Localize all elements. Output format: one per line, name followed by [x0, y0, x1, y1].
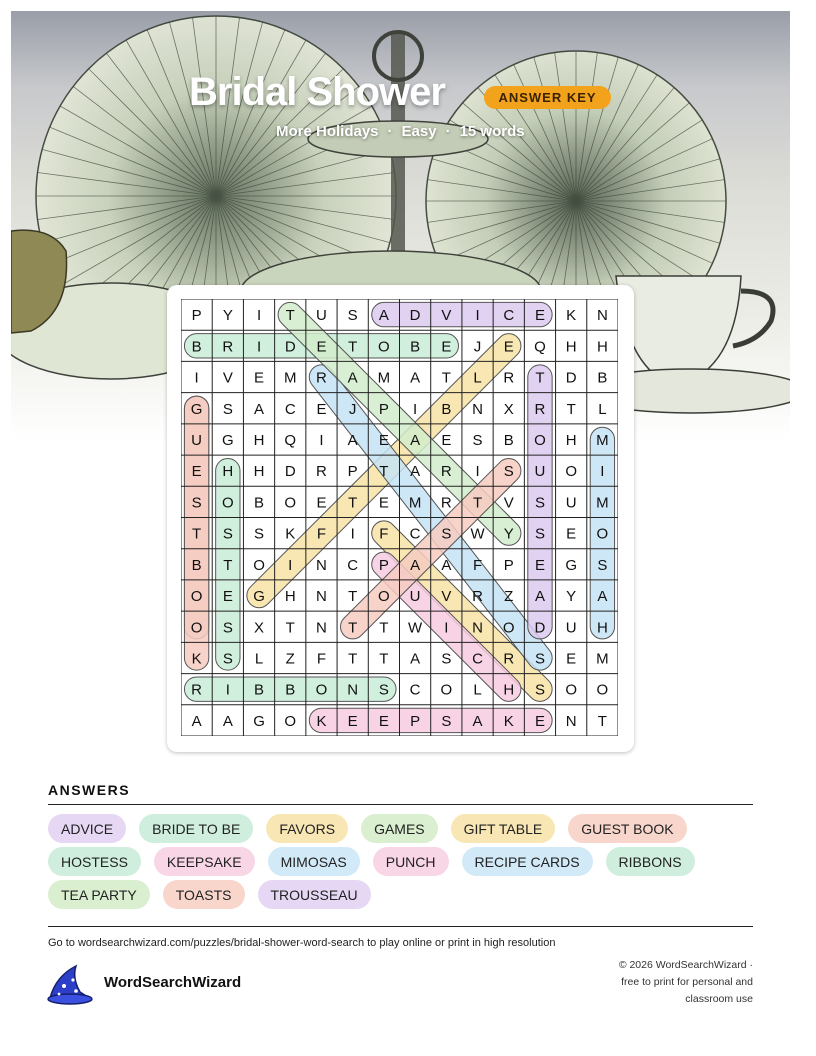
- grid-letter[interactable]: T: [379, 650, 389, 668]
- grid-letter[interactable]: T: [379, 463, 389, 481]
- grid-letter[interactable]: O: [253, 556, 265, 574]
- grid-letter[interactable]: H: [503, 681, 515, 699]
- footer-link[interactable]: Go to wordsearchwizard.com/puzzles/bridal-shower-word-search to play online or print in high resolution: [48, 937, 556, 949]
- grid-letter[interactable]: T: [566, 400, 576, 418]
- grid-letter[interactable]: I: [288, 556, 293, 574]
- grid-letter[interactable]: S: [534, 650, 545, 668]
- grid-letter[interactable]: S: [597, 556, 608, 574]
- grid-letter[interactable]: R: [316, 369, 327, 387]
- grid-letter[interactable]: K: [285, 525, 296, 543]
- grid-letter[interactable]: O: [315, 681, 328, 699]
- grid-letter[interactable]: R: [534, 400, 546, 418]
- answer-chip: GIFT TABLE: [451, 814, 556, 843]
- grid-letter[interactable]: Z: [285, 650, 295, 668]
- grid-letter[interactable]: V: [222, 369, 233, 387]
- grid-letter[interactable]: E: [378, 712, 389, 730]
- grid-letter[interactable]: A: [378, 307, 389, 325]
- grid-letter[interactable]: I: [256, 338, 262, 356]
- grid-letter[interactable]: M: [408, 494, 422, 512]
- grid-letter[interactable]: A: [534, 588, 545, 606]
- grid-letter[interactable]: N: [347, 681, 359, 699]
- grid-letter[interactable]: D: [409, 307, 421, 325]
- grid-letter[interactable]: A: [472, 712, 483, 730]
- grid-letter[interactable]: I: [319, 431, 324, 449]
- grid-letter[interactable]: A: [347, 369, 358, 387]
- grid-letter[interactable]: T: [285, 307, 295, 325]
- grid-letter[interactable]: A: [441, 556, 452, 574]
- grid-letter[interactable]: Y: [503, 525, 514, 543]
- grid-letter[interactable]: K: [566, 307, 577, 325]
- grid-letter[interactable]: H: [284, 588, 296, 606]
- grid-letter[interactable]: S: [441, 650, 452, 668]
- answer-list: [48, 814, 768, 909]
- grid-letter[interactable]: U: [316, 307, 327, 325]
- grid-letter[interactable]: E: [316, 338, 327, 356]
- grid-letter[interactable]: G: [190, 400, 203, 418]
- grid-letter[interactable]: R: [503, 650, 515, 668]
- grid-letter[interactable]: O: [440, 681, 453, 699]
- difficulty-label: Easy: [401, 123, 437, 140]
- grid-letter[interactable]: P: [378, 400, 389, 418]
- grid-letter[interactable]: T: [597, 712, 607, 730]
- grid-letter[interactable]: S: [503, 463, 514, 481]
- grid-letter[interactable]: S: [534, 525, 545, 543]
- answer-chip: TOASTS: [163, 880, 245, 909]
- grid-letter[interactable]: O: [221, 494, 234, 512]
- grid-letter[interactable]: O: [378, 588, 390, 606]
- grid-letter[interactable]: S: [441, 712, 452, 730]
- grid-letter[interactable]: T: [348, 338, 358, 356]
- grid-letter[interactable]: H: [596, 619, 608, 637]
- grid-letter[interactable]: S: [472, 431, 483, 449]
- answer-chip: TROUSSEAU: [258, 880, 371, 909]
- separator: ·: [387, 123, 393, 140]
- grid-letter[interactable]: M: [596, 431, 609, 449]
- grid-letter[interactable]: E: [441, 431, 452, 449]
- grid-letter[interactable]: B: [254, 681, 265, 699]
- grid-letter[interactable]: E: [378, 494, 389, 512]
- grid-letter[interactable]: S: [222, 525, 233, 543]
- grid-letter[interactable]: B: [597, 369, 608, 387]
- answers-heading: ANSWERS: [48, 782, 131, 798]
- letter-grid: [181, 299, 618, 736]
- grid-letter[interactable]: W: [470, 525, 485, 543]
- grid-letter[interactable]: B: [410, 338, 421, 356]
- answer-chip: MIMOSAS: [268, 847, 360, 876]
- grid-letter[interactable]: O: [596, 525, 609, 543]
- grid-letter[interactable]: I: [350, 525, 355, 543]
- grid-letter[interactable]: S: [534, 681, 545, 699]
- grid-letter[interactable]: S: [347, 307, 358, 325]
- puzzle-meta: [276, 123, 525, 140]
- grid-letter[interactable]: Y: [566, 588, 577, 606]
- grid-letter[interactable]: H: [565, 338, 577, 356]
- grid-letter[interactable]: O: [378, 338, 390, 356]
- answer-chip: GAMES: [361, 814, 438, 843]
- grid-letter[interactable]: Q: [534, 338, 546, 356]
- grid-letter[interactable]: A: [254, 400, 265, 418]
- grid-letter[interactable]: I: [194, 369, 199, 387]
- grid-letter[interactable]: N: [316, 588, 327, 606]
- grid-letter[interactable]: F: [472, 556, 483, 574]
- grid-letter[interactable]: V: [441, 588, 452, 606]
- answer-chip: TEA PARTY: [48, 880, 150, 909]
- grid-letter[interactable]: J: [348, 400, 357, 418]
- grid-letter[interactable]: I: [475, 463, 480, 481]
- grid-letter[interactable]: C: [347, 556, 359, 574]
- grid-letter[interactable]: T: [441, 369, 451, 387]
- grid-letter[interactable]: S: [254, 525, 265, 543]
- grid-letter[interactable]: R: [191, 681, 203, 699]
- grid-letter[interactable]: L: [473, 681, 482, 699]
- grid-letter[interactable]: S: [378, 681, 389, 699]
- grid-letter[interactable]: E: [566, 650, 577, 668]
- grid-letter[interactable]: P: [410, 712, 421, 730]
- grid-letter[interactable]: E: [566, 525, 577, 543]
- grid-letter[interactable]: D: [534, 619, 546, 637]
- grid-letter[interactable]: R: [440, 494, 452, 512]
- grid-letter[interactable]: U: [534, 463, 546, 481]
- grid-letter[interactable]: P: [378, 556, 389, 574]
- grid-letter[interactable]: L: [473, 369, 482, 387]
- answer-chip: RIBBONS: [606, 847, 695, 876]
- grid-letter[interactable]: A: [410, 556, 421, 574]
- grid-letter[interactable]: G: [221, 431, 234, 449]
- answer-chip: ADVICE: [48, 814, 126, 843]
- grid-letter[interactable]: S: [222, 619, 233, 637]
- grid-letter[interactable]: R: [503, 369, 515, 387]
- brand-name[interactable]: WordSearchWizard: [104, 974, 242, 991]
- grid-letter[interactable]: N: [472, 619, 483, 637]
- grid-letter[interactable]: N: [472, 400, 483, 418]
- grid-svg: [181, 299, 618, 736]
- grid-letter[interactable]: B: [191, 338, 202, 356]
- answer-chip: HOSTESS: [48, 847, 141, 876]
- grid-letter[interactable]: A: [410, 650, 421, 668]
- grid-letter[interactable]: Z: [504, 588, 514, 606]
- grid-letter[interactable]: I: [413, 400, 418, 418]
- grid-letter[interactable]: E: [503, 338, 514, 356]
- grid-letter[interactable]: T: [348, 619, 358, 637]
- grid-letter[interactable]: R: [472, 588, 483, 606]
- grid-letter[interactable]: N: [316, 556, 327, 574]
- grid-letter[interactable]: A: [222, 712, 233, 730]
- grid-letter[interactable]: D: [284, 338, 296, 356]
- grid-letter[interactable]: O: [596, 681, 609, 699]
- grid-letter[interactable]: E: [347, 712, 358, 730]
- grid-letter[interactable]: I: [475, 307, 480, 325]
- grid-letter[interactable]: B: [254, 494, 265, 512]
- grid-letter[interactable]: O: [565, 463, 578, 481]
- answer-chip: FAVORS: [266, 814, 348, 843]
- answer-key-badge: ANSWER KEY: [484, 86, 611, 109]
- grid-letter[interactable]: B: [285, 681, 296, 699]
- grid-letter[interactable]: U: [565, 619, 577, 637]
- grid-letter[interactable]: O: [190, 588, 203, 606]
- grid-letter[interactable]: G: [565, 556, 578, 574]
- grid-letter[interactable]: O: [534, 431, 546, 449]
- answer-chip: RECIPE CARDS: [462, 847, 593, 876]
- grid-letter[interactable]: E: [378, 431, 389, 449]
- grid-letter[interactable]: M: [596, 494, 609, 512]
- grid-letter[interactable]: H: [596, 338, 608, 356]
- grid-letter[interactable]: E: [534, 712, 545, 730]
- grid-letter[interactable]: I: [600, 463, 605, 481]
- grid-letter[interactable]: I: [256, 307, 262, 325]
- copyright-line: classroom use: [685, 993, 753, 1005]
- grid-letter[interactable]: H: [253, 463, 265, 481]
- grid-letter[interactable]: U: [565, 494, 577, 512]
- grid-letter[interactable]: T: [379, 619, 389, 637]
- grid-letter[interactable]: C: [503, 307, 515, 325]
- grid-letter[interactable]: S: [534, 494, 545, 512]
- grid-letter[interactable]: V: [441, 307, 452, 325]
- grid-letter[interactable]: A: [410, 369, 421, 387]
- grid-letter[interactable]: O: [190, 619, 203, 637]
- grid-letter[interactable]: K: [191, 650, 202, 668]
- grid-letter[interactable]: S: [441, 525, 452, 543]
- grid-letter[interactable]: T: [535, 369, 545, 387]
- grid-letter[interactable]: R: [440, 463, 452, 481]
- grid-letter[interactable]: P: [347, 463, 358, 481]
- grid-letter[interactable]: Q: [284, 431, 297, 449]
- grid-letter[interactable]: T: [285, 619, 295, 637]
- grid-letter[interactable]: F: [316, 650, 327, 668]
- word-count: 15 words: [459, 123, 525, 140]
- grid-letter[interactable]: H: [222, 463, 234, 481]
- grid-letter[interactable]: O: [565, 681, 578, 699]
- grid-letter[interactable]: U: [409, 588, 421, 606]
- grid-letter[interactable]: B: [191, 556, 202, 574]
- grid-letter[interactable]: L: [254, 650, 264, 668]
- grid-letter[interactable]: A: [597, 588, 608, 606]
- answer-chip: GUEST BOOK: [568, 814, 686, 843]
- grid-letter[interactable]: E: [441, 338, 452, 356]
- grid-letter[interactable]: T: [472, 494, 483, 512]
- wizard-hat-icon: [46, 962, 94, 1006]
- grid-letter[interactable]: E: [222, 588, 233, 606]
- grid-letter[interactable]: T: [348, 650, 358, 668]
- grid-letter[interactable]: S: [222, 400, 233, 418]
- copyright-line: free to print for personal and: [621, 976, 753, 988]
- grid-letter[interactable]: T: [348, 588, 358, 606]
- grid-letter[interactable]: E: [534, 556, 545, 574]
- grid-letter[interactable]: K: [316, 712, 327, 730]
- grid-letter[interactable]: D: [284, 463, 296, 481]
- grid-letter[interactable]: I: [444, 619, 449, 637]
- grid-letter[interactable]: K: [503, 712, 514, 730]
- grid-letter[interactable]: C: [409, 681, 421, 699]
- grid-letter[interactable]: D: [565, 369, 577, 387]
- grid-letter[interactable]: F: [316, 525, 327, 543]
- grid-letter[interactable]: P: [503, 556, 514, 574]
- grid-letter[interactable]: G: [253, 712, 265, 730]
- grid-letter[interactable]: X: [503, 400, 514, 418]
- grid-letter[interactable]: T: [223, 556, 233, 574]
- grid-letter[interactable]: R: [316, 463, 327, 481]
- grid-letter[interactable]: L: [598, 400, 607, 418]
- grid-letter[interactable]: O: [284, 712, 297, 730]
- grid-letter[interactable]: N: [596, 307, 608, 325]
- grid-letter[interactable]: X: [254, 619, 265, 637]
- grid-letter[interactable]: O: [502, 619, 515, 637]
- grid-letter[interactable]: H: [565, 431, 577, 449]
- grid-letter[interactable]: M: [377, 369, 391, 387]
- grid-letter[interactable]: T: [348, 494, 358, 512]
- grid-letter[interactable]: W: [408, 619, 423, 637]
- grid-letter[interactable]: H: [253, 431, 265, 449]
- grid-letter[interactable]: A: [410, 463, 421, 481]
- grid-letter[interactable]: Y: [222, 307, 233, 325]
- grid-letter[interactable]: R: [222, 338, 234, 356]
- grid-letter[interactable]: O: [284, 494, 297, 512]
- grid-letter[interactable]: V: [503, 494, 514, 512]
- grid-letter[interactable]: I: [225, 681, 230, 699]
- grid-letter[interactable]: E: [316, 400, 327, 418]
- grid-letter[interactable]: F: [379, 525, 389, 543]
- divider: [48, 926, 753, 927]
- grid-letter[interactable]: T: [192, 525, 202, 543]
- grid-letter[interactable]: M: [596, 650, 609, 668]
- grid-letter[interactable]: B: [503, 431, 514, 449]
- answer-chip: KEEPSAKE: [154, 847, 255, 876]
- grid-letter[interactable]: A: [410, 431, 421, 449]
- grid-letter[interactable]: S: [222, 650, 233, 668]
- grid-letter[interactable]: E: [191, 463, 202, 481]
- grid-letter[interactable]: N: [565, 712, 577, 730]
- grid-letter[interactable]: C: [409, 525, 421, 543]
- answer-chip: PUNCH: [373, 847, 449, 876]
- grid-letter[interactable]: G: [253, 588, 265, 606]
- puzzle-card: [167, 285, 634, 752]
- grid-letter[interactable]: A: [191, 712, 202, 730]
- grid-letter[interactable]: B: [441, 400, 452, 418]
- page-title: Bridal Shower: [189, 70, 445, 114]
- grid-letter[interactable]: J: [473, 338, 482, 356]
- grid-letter[interactable]: N: [316, 619, 327, 637]
- copyright-line: © 2026 WordSearchWizard ·: [618, 959, 753, 971]
- divider: [48, 804, 753, 805]
- grid-letter[interactable]: C: [472, 650, 483, 668]
- grid-letter[interactable]: A: [347, 431, 358, 449]
- separator: ·: [445, 123, 451, 140]
- grid-letter[interactable]: M: [284, 369, 297, 387]
- category-link[interactable]: More Holidays: [276, 123, 379, 140]
- answer-chip: BRIDE TO BE: [139, 814, 253, 843]
- grid-letter[interactable]: E: [316, 494, 327, 512]
- grid-letter[interactable]: U: [191, 431, 203, 449]
- grid-letter[interactable]: C: [284, 400, 296, 418]
- copyright-notice: [583, 957, 753, 1008]
- grid-letter[interactable]: S: [191, 494, 202, 512]
- grid-letter[interactable]: E: [254, 369, 265, 387]
- grid-letter[interactable]: P: [191, 307, 202, 325]
- grid-letter[interactable]: E: [534, 307, 545, 325]
